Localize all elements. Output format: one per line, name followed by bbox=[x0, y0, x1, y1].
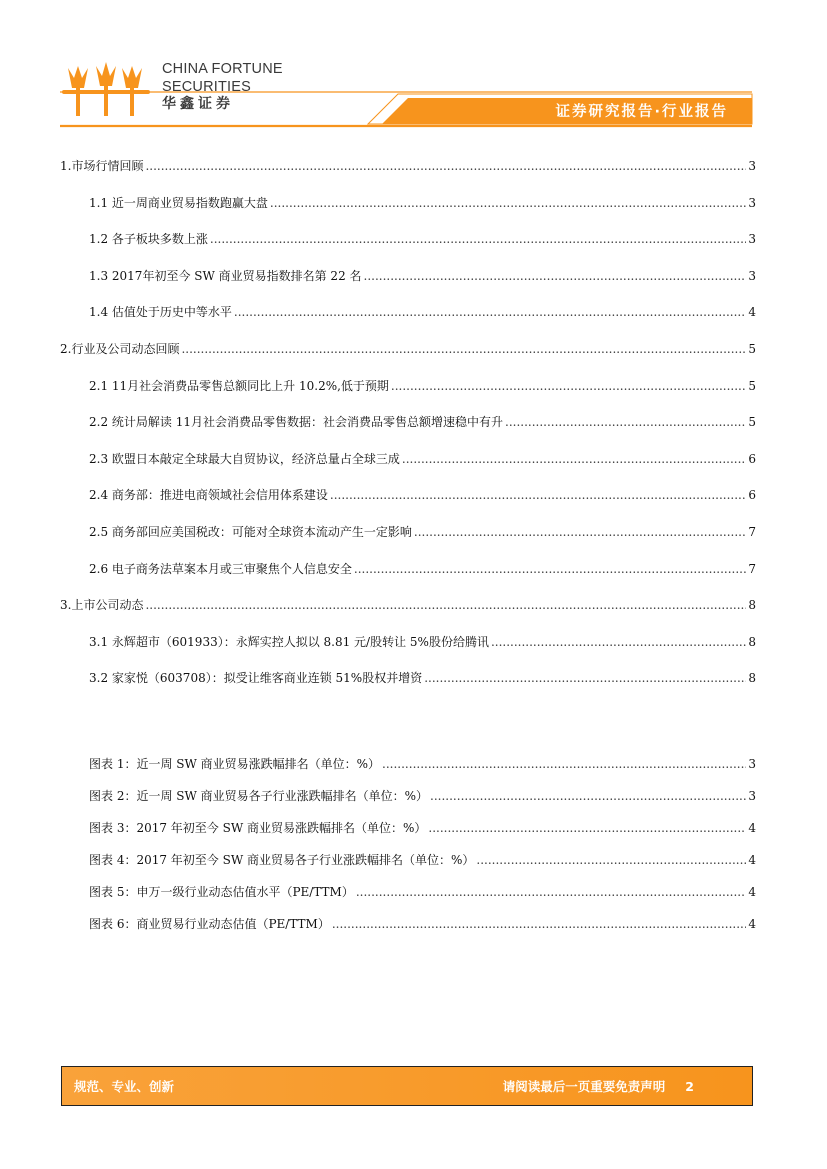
figure-entry-page: 4 bbox=[748, 885, 756, 899]
toc-subsection-entry[interactable] bbox=[60, 294, 756, 331]
brand-name-en-line2: SECURITIES bbox=[162, 78, 252, 95]
toc-section-entry[interactable] bbox=[60, 331, 756, 368]
figure-entry-page: 3 bbox=[748, 757, 756, 771]
figure-leader-dots bbox=[356, 876, 747, 908]
toc-section-entry[interactable] bbox=[60, 148, 756, 185]
toc-entry-page: 3 bbox=[748, 159, 756, 173]
toc-leader-dots bbox=[491, 624, 746, 661]
toc-entry-page: 6 bbox=[748, 451, 756, 466]
toc-entry-page: 5 bbox=[748, 415, 756, 430]
brand-block bbox=[162, 62, 283, 111]
toc-subsection-entry[interactable] bbox=[60, 368, 756, 405]
toc-entry-title: 2.5 商务部回应美国税改：可能对全球资本流动产生一定影响 bbox=[89, 524, 412, 539]
toc-subsection-entry[interactable] bbox=[60, 441, 756, 478]
toc-leader-dots bbox=[210, 221, 746, 258]
toc-entry-page: 3 bbox=[748, 232, 756, 247]
toc-entry-title: 2.1 11月社会消费品零售总额同比上升 10.2%,低于预期 bbox=[89, 378, 389, 393]
toc-entry-title: 2.6 电子商务法草案本月或三审聚焦个人信息安全 bbox=[89, 561, 352, 576]
figure-index bbox=[89, 748, 756, 940]
toc-section-entry[interactable] bbox=[60, 587, 756, 624]
toc-leader-dots bbox=[145, 148, 746, 185]
toc-entry-page: 6 bbox=[748, 488, 756, 503]
toc-entry-title: 3.上市公司动态 bbox=[60, 598, 144, 613]
figure-leader-dots bbox=[476, 844, 746, 876]
toc-subsection-entry[interactable] bbox=[60, 477, 756, 514]
toc-leader-dots bbox=[424, 660, 746, 697]
toc-entry-title: 3.2 家家悦（603708）：拟受让维客商业连锁 51%股权并增资 bbox=[89, 671, 423, 686]
figure-index-entry[interactable] bbox=[89, 748, 756, 780]
toc-leader-dots bbox=[234, 294, 746, 331]
figure-leader-dots bbox=[430, 780, 746, 812]
footer-motto: 规范、专业、创新 bbox=[74, 1079, 175, 1094]
figure-entry-page: 4 bbox=[748, 853, 756, 867]
figure-index-entry[interactable] bbox=[89, 844, 756, 876]
toc-entry-page: 8 bbox=[748, 671, 756, 686]
figure-index-entry[interactable] bbox=[89, 812, 756, 844]
toc-subsection-entry[interactable] bbox=[60, 404, 756, 441]
figure-entry-title: 图表 1：近一周 SW 商业贸易涨跌幅排名（单位：%） bbox=[89, 757, 381, 771]
report-type-banner bbox=[392, 98, 752, 123]
page-number: 2 bbox=[685, 1078, 694, 1094]
toc-entry-page: 5 bbox=[748, 378, 756, 393]
figure-entry-title: 图表 2：近一周 SW 商业贸易各子行业涨跌幅排名（单位：%） bbox=[89, 789, 429, 803]
toc-entry-title: 2.4 商务部：推进电商领域社会信用体系建设 bbox=[89, 488, 328, 503]
figure-entry-title: 图表 5：申万一级行业动态估值水平（PE/TTM） bbox=[89, 885, 354, 899]
figure-entry-title: 图表 4：2017 年初至今 SW 商业贸易各子行业涨跌幅排名（单位：%） bbox=[89, 853, 475, 867]
toc-leader-dots bbox=[505, 404, 746, 441]
toc-entry-page: 3 bbox=[748, 268, 756, 283]
china-fortune-logo-icon bbox=[60, 58, 152, 120]
figure-leader-dots bbox=[332, 908, 747, 940]
toc-leader-dots bbox=[402, 441, 746, 478]
brand-name-en-line1: CHINA FORTUNE bbox=[162, 61, 283, 77]
toc-subsection-entry[interactable] bbox=[60, 514, 756, 551]
figure-index-entry[interactable] bbox=[89, 908, 756, 940]
toc-entry-page: 7 bbox=[748, 524, 756, 539]
toc-entry-page: 4 bbox=[748, 305, 756, 320]
toc-entry-title: 2.3 欧盟日本敲定全球最大自贸协议，经济总量占全球三成 bbox=[89, 451, 400, 466]
figure-entry-page: 4 bbox=[748, 917, 756, 931]
toc-entry-title: 1.4 估值处于历史中等水平 bbox=[89, 305, 232, 320]
figure-entry-page: 3 bbox=[748, 789, 756, 803]
page-footer bbox=[61, 1066, 753, 1106]
toc-leader-dots bbox=[364, 258, 747, 295]
toc-leader-dots bbox=[354, 551, 746, 588]
report-type-label: 证券研究报告·行业报告 bbox=[555, 104, 728, 120]
figure-leader-dots bbox=[428, 812, 746, 844]
toc-entry-title: 1.3 2017年初至今 SW 商业贸易指数排名第 22 名 bbox=[89, 268, 362, 283]
toc-entry-page: 3 bbox=[748, 195, 756, 210]
figure-index-entry[interactable] bbox=[89, 780, 756, 812]
toc-subsection-entry[interactable] bbox=[60, 185, 756, 222]
toc-entry-title: 1.市场行情回顾 bbox=[60, 159, 144, 173]
toc-subsection-entry[interactable] bbox=[60, 660, 756, 697]
toc-entry-page: 7 bbox=[748, 561, 756, 576]
toc-entry-title: 2.2 统计局解读 11月社会消费品零售数据：社会消费品零售总额增速稳中有升 bbox=[89, 415, 503, 430]
footer-right bbox=[503, 1077, 694, 1095]
toc-leader-dots bbox=[330, 477, 746, 514]
toc-leader-dots bbox=[181, 331, 746, 368]
figure-entry-title: 图表 6：商业贸易行业动态估值（PE/TTM） bbox=[89, 917, 330, 931]
toc-leader-dots bbox=[414, 514, 746, 551]
table-of-contents bbox=[60, 148, 756, 697]
figure-index-entry[interactable] bbox=[89, 876, 756, 908]
toc-leader-dots bbox=[270, 185, 746, 222]
toc-subsection-entry[interactable] bbox=[60, 551, 756, 588]
toc-entry-title: 1.2 各子板块多数上涨 bbox=[89, 232, 208, 247]
figure-entry-title: 图表 3：2017 年初至今 SW 商业贸易涨跌幅排名（单位：%） bbox=[89, 821, 427, 835]
toc-entry-page: 8 bbox=[748, 598, 756, 613]
toc-leader-dots bbox=[391, 368, 746, 405]
toc-entry-page: 8 bbox=[748, 634, 756, 649]
toc-entry-page: 5 bbox=[748, 341, 756, 356]
footer-disclaimer: 请阅读最后一页重要免责声明 bbox=[502, 1079, 666, 1094]
toc-entry-title: 1.1 近一周商业贸易指数跑赢大盘 bbox=[89, 195, 268, 210]
toc-entry-title: 2.行业及公司动态回顾 bbox=[60, 341, 180, 356]
brand-name-cn: 华鑫证券 bbox=[162, 96, 234, 112]
toc-entry-title: 3.1 永辉超市（601933）：永辉实控人拟以 8.81 元/股转让 5%股份给腾讯 bbox=[89, 634, 489, 649]
toc-subsection-entry[interactable] bbox=[60, 258, 756, 295]
toc-subsection-entry[interactable] bbox=[60, 221, 756, 258]
toc-subsection-entry[interactable] bbox=[60, 624, 756, 661]
figure-leader-dots bbox=[382, 748, 746, 780]
figure-entry-page: 4 bbox=[748, 821, 756, 835]
toc-leader-dots bbox=[145, 587, 746, 624]
